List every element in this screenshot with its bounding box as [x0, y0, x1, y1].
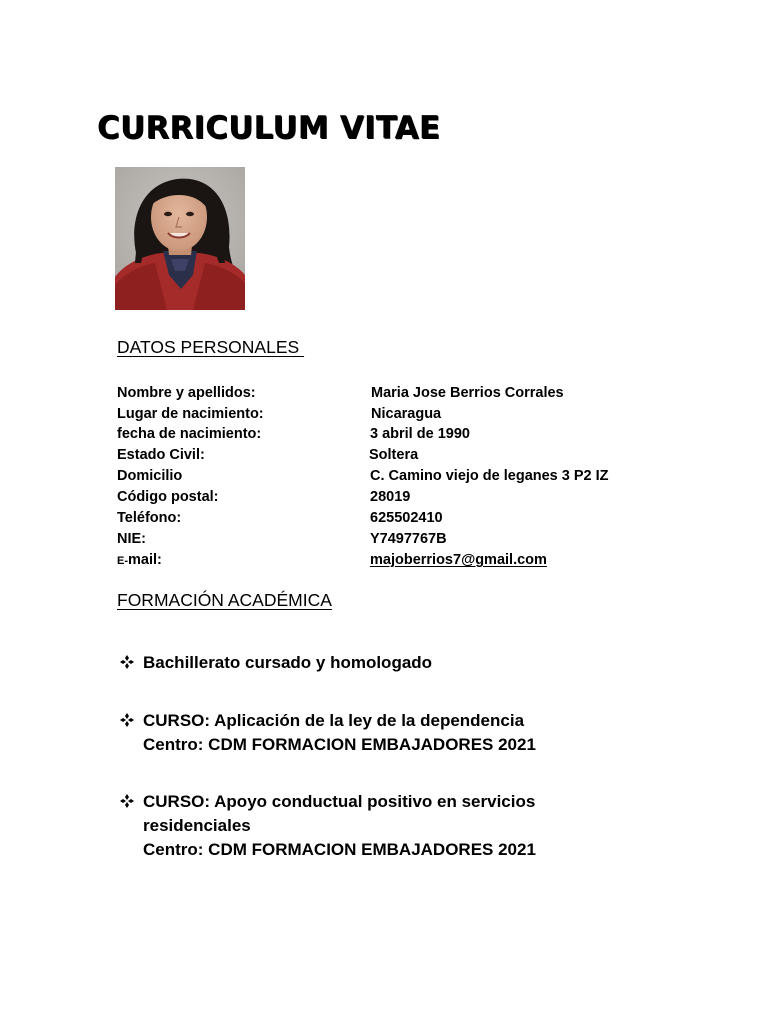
personal-data-row [117, 426, 677, 447]
personal-data-label: fecha de nacimiento: [117, 426, 262, 442]
education-item-line: CURSO: Aplicación de la ley de la dependencia [143, 711, 525, 730]
portrait-photo-icon [115, 167, 245, 310]
personal-data-value: C. Camino viejo de leganes 3 P2 IZ [370, 468, 609, 484]
education-item-line: Centro: CDM FORMACION EMBAJADORES 2021 [143, 840, 536, 859]
email-link[interactable]: majoberrios7@gmail.com [370, 552, 547, 568]
personal-data-row [117, 552, 677, 573]
personal-data-label: Nombre y apellidos: [117, 385, 256, 401]
profile-photo [115, 167, 245, 310]
education-item-line: residenciales [143, 816, 251, 835]
personal-data-value: Soltera [369, 447, 419, 463]
education-item-text [143, 709, 536, 757]
document-title: CURRICULUM VITAE [97, 110, 441, 146]
personal-data-value: 28019 [370, 489, 411, 505]
personal-data-label [117, 552, 162, 568]
education-item-line: Centro: CDM FORMACION EMBAJADORES 2021 [143, 735, 536, 754]
personal-data-row [117, 489, 677, 510]
personal-data-label: Código postal: [117, 489, 219, 505]
email-label-prefix: E- [117, 555, 128, 567]
personal-data-row [117, 468, 677, 489]
education-item-text [143, 790, 536, 862]
personal-data-value: Nicaragua [371, 406, 442, 422]
diamond-bullet-icon [119, 654, 135, 670]
personal-data-row [117, 531, 677, 552]
personal-data-row [117, 406, 677, 427]
personal-data-value: Y7497767B [370, 531, 447, 547]
education-heading: FORMACIÓN ACADÉMICA [117, 590, 332, 610]
personal-data-label: Lugar de nacimiento: [117, 406, 264, 422]
diamond-bullet-icon [119, 712, 135, 728]
email-label-text: mail: [128, 552, 162, 568]
personal-data-value: 3 abril de 1990 [370, 426, 470, 442]
personal-data-label: Domicilio [117, 468, 183, 484]
personal-data-label: Estado Civil: [117, 447, 205, 463]
diamond-bullet-icon [119, 793, 135, 809]
education-item-text [143, 651, 432, 675]
personal-data-heading: DATOS PERSONALES [117, 337, 305, 357]
education-item-line: Bachillerato cursado y homologado [143, 653, 433, 672]
personal-data-row [117, 385, 677, 406]
personal-data-label: NIE: [117, 531, 146, 547]
personal-data-row [117, 447, 677, 468]
personal-data-row [117, 510, 677, 531]
education-item-line: CURSO: Apoyo conductual positivo en servicios [143, 792, 536, 811]
personal-data-value: 625502410 [370, 510, 443, 526]
personal-data-label: Teléfono: [117, 510, 182, 526]
personal-data-value: Maria Jose Berrios Corrales [371, 385, 564, 401]
